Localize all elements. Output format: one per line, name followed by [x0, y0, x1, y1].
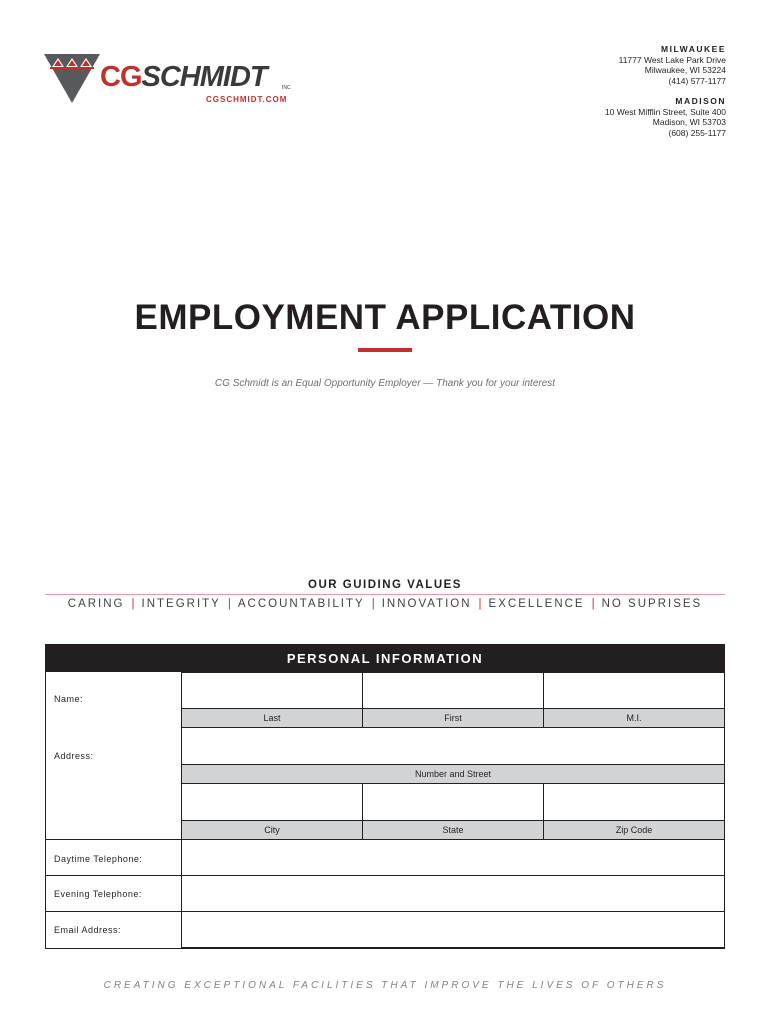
value-separator: |	[371, 598, 375, 610]
triangle-logo-icon	[44, 52, 100, 104]
logo-wordmark: CGSCHMIDT	[100, 61, 267, 93]
office-phone: (608) 255-1177	[668, 127, 726, 138]
page-title: EMPLOYMENT APPLICATION	[134, 298, 636, 337]
office-citystate: Madison, WI 53703	[652, 117, 726, 127]
value-item: ACCOUNTABILITY	[237, 598, 365, 610]
company-logo	[44, 52, 294, 112]
office-phone: (414) 577-1177	[668, 75, 726, 86]
office-madison	[605, 96, 726, 138]
value-separator: |	[131, 598, 135, 610]
office-street: 11777 West Lake Park Drive	[618, 54, 726, 65]
personal-info-form	[45, 644, 725, 949]
value-item: INTEGRITY	[141, 598, 221, 610]
address-label: Address:	[54, 751, 94, 761]
value-item: CARING	[67, 598, 125, 610]
value-item: INNOVATION	[381, 598, 472, 610]
office-city: MADISON	[675, 96, 726, 106]
value-item: EXCELLENCE	[488, 598, 585, 610]
values-heading: OUR GUIDING VALUES	[308, 579, 462, 591]
values-list	[45, 598, 725, 610]
row-divider	[46, 911, 182, 912]
value-item: NO SUPRISES	[601, 598, 703, 610]
title-underline	[358, 348, 412, 352]
evening-telephone-label: Evening Telephone:	[54, 889, 142, 899]
street-address-caption: Number and Street	[181, 764, 725, 784]
last-name-caption: Last	[181, 708, 363, 728]
value-separator: |	[478, 598, 482, 610]
zip-code-caption: Zip Code	[543, 820, 725, 840]
form-section-heading: PERSONAL INFORMATION	[46, 645, 724, 672]
street-address-field[interactable]	[181, 727, 725, 765]
office-city: MILWAUKEE	[661, 44, 726, 54]
value-separator: |	[591, 598, 595, 610]
company-website-link[interactable]: CGSCHMIDT.COM	[206, 95, 288, 104]
state-field[interactable]	[362, 783, 544, 821]
office-milwaukee	[619, 44, 726, 86]
row-divider	[46, 839, 182, 840]
page-subtitle: CG Schmidt is an Equal Opportunity Employer — Thank you for your interest	[214, 378, 556, 389]
logo-inc: INC	[282, 85, 291, 91]
daytime-telephone-field[interactable]	[181, 839, 725, 876]
city-caption: City	[181, 820, 363, 840]
zip-code-field[interactable]	[543, 783, 725, 821]
footer-tagline: CREATING EXCEPTIONAL FACILITIES THAT IMPROVE THE LIVES OF OTHERS	[103, 980, 667, 991]
email-address-label: Email Address:	[54, 925, 122, 935]
values-divider	[45, 594, 725, 595]
value-separator: |	[227, 598, 231, 610]
middle-initial-field[interactable]	[543, 672, 725, 709]
city-field[interactable]	[181, 783, 363, 821]
email-address-field[interactable]	[181, 911, 725, 948]
office-citystate: Milwaukee, WI 53224	[644, 65, 726, 75]
first-name-caption: First	[362, 708, 544, 728]
state-caption: State	[362, 820, 544, 840]
evening-telephone-field[interactable]	[181, 875, 725, 912]
office-street: 10 West Mifflin Street, Suite 400	[604, 106, 726, 117]
daytime-telephone-label: Daytime Telephone:	[54, 854, 143, 864]
middle-initial-caption: M.I.	[543, 708, 725, 728]
name-label: Name:	[54, 694, 84, 704]
last-name-field[interactable]	[181, 672, 363, 709]
row-divider	[46, 875, 182, 876]
first-name-field[interactable]	[362, 672, 544, 709]
